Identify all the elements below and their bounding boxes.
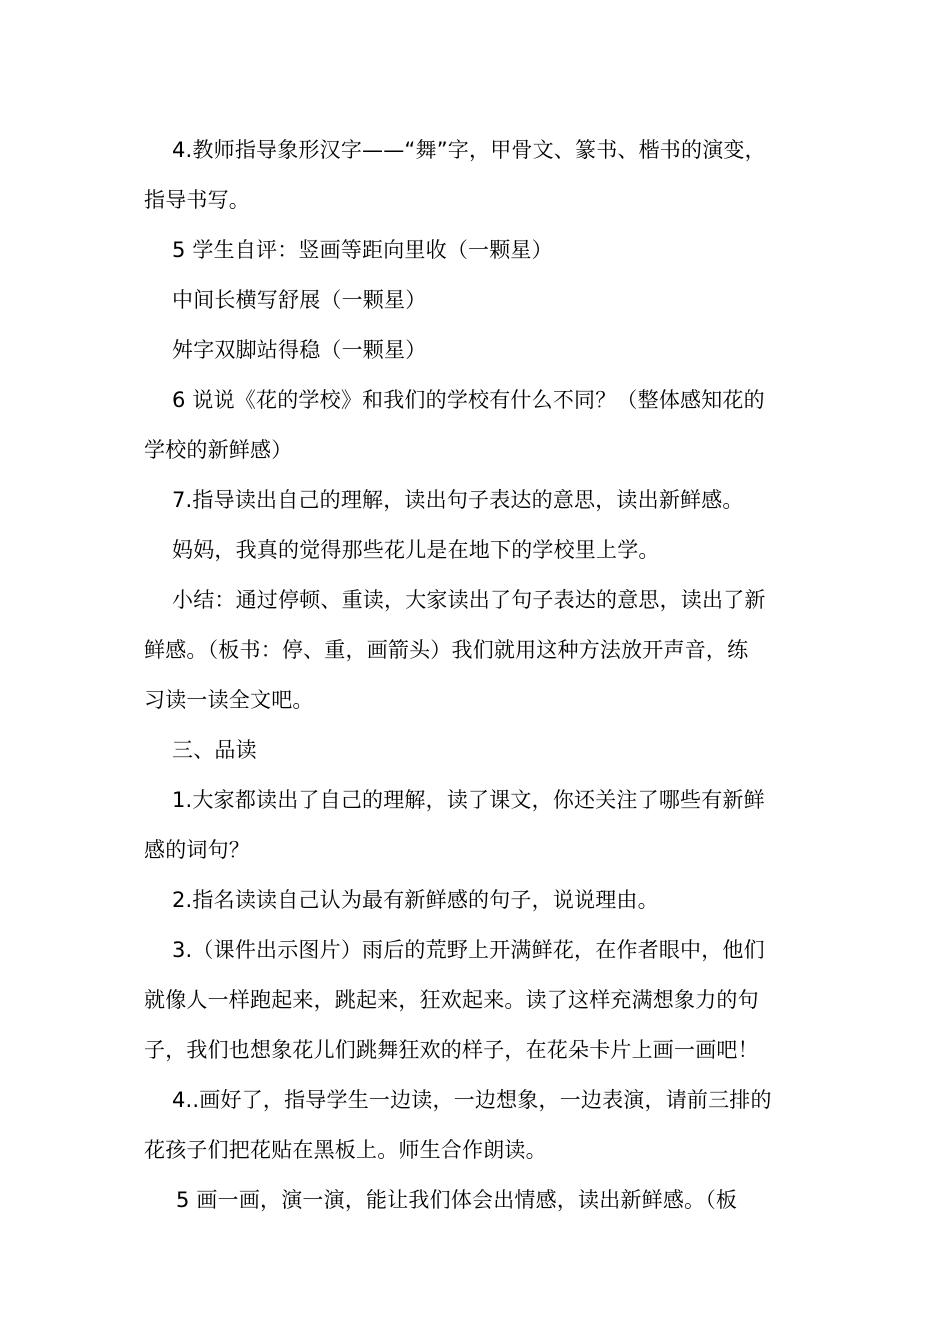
paragraph-line: 中间长横写舒展（一颗星） xyxy=(172,288,427,312)
section-heading: 三、品读 xyxy=(172,738,257,762)
paragraph-line: 妈妈，我真的觉得那些花儿是在地下的学校里上学。 xyxy=(172,538,660,562)
paragraph-line: 学校的新鲜感） xyxy=(144,438,293,462)
paragraph-line: 就像人一样跑起来，跳起来，狂欢起来。读了这样充满想象力的句 xyxy=(144,988,759,1012)
paragraph-line: 指导书写。 xyxy=(144,188,250,212)
paragraph-line: 5 画一画，演一演，能让我们体会出情感，读出新鲜感。（板 xyxy=(176,1188,738,1212)
paragraph-line: 花孩子们把花贴在黑板上。师生合作朗读。 xyxy=(144,1138,547,1162)
paragraph-line: 2.指名读读自己认为最有新鲜感的句子，说说理由。 xyxy=(172,888,659,912)
paragraph-line: 子，我们也想象花儿们跳舞狂欢的样子，在花朵卡片上画一画吧！ xyxy=(144,1038,759,1062)
paragraph-line: 4..画好了，指导学生一边读，一边想象，一边表演，请前三排的 xyxy=(172,1088,772,1112)
paragraph-line: 3.（课件出示图片）雨后的荒野上开满鲜花，在作者眼中，他们 xyxy=(172,938,765,962)
paragraph-line: 舛字双脚站得稳（一颗星） xyxy=(172,338,427,362)
paragraph-line: 小结：通过停顿、重读，大家读出了句子表达的意思，读出了新 xyxy=(172,588,766,612)
paragraph-line: 1.大家都读出了自己的理解，读了课文，你还关注了哪些有新鲜 xyxy=(172,788,765,812)
paragraph-line: 鲜感。（板书：停、重，画箭头）我们就用这种方法放开声音，练 xyxy=(144,638,749,662)
paragraph-line: 5 学生自评：竖画等距向里收（一颗星） xyxy=(172,238,553,262)
paragraph-line: 感的词句？ xyxy=(144,838,250,862)
paragraph-line: 习读一读全文吧。 xyxy=(144,688,314,712)
paragraph-line: 4.教师指导象形汉字——“舞”字，甲骨文、篆书、楷书的演变， xyxy=(172,138,766,162)
paragraph-line: 7.指导读出自己的理解，读出句子表达的意思，读出新鲜感。 xyxy=(172,488,744,512)
paragraph-line: 6 说说《花的学校》和我们的学校有什么不同？（整体感知花的 xyxy=(172,388,765,412)
